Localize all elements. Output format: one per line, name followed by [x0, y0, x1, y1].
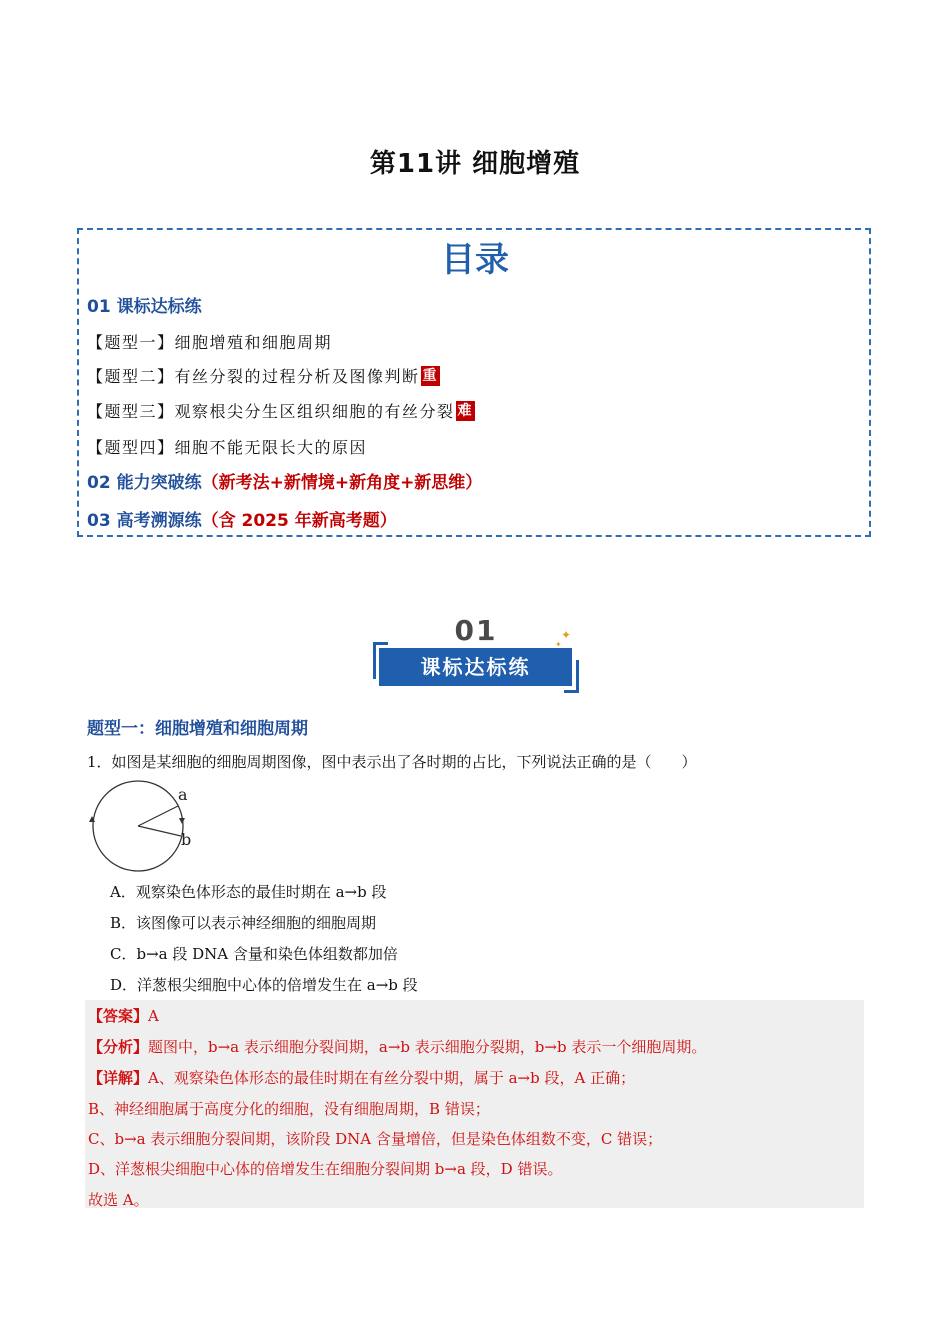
- sparkle-icon: ✦: [561, 628, 572, 642]
- toc-section-2-extra: （新考法+新情境+新角度+新思维）: [201, 473, 483, 493]
- label-a: a: [178, 785, 188, 804]
- detail-line: [88, 1067, 635, 1088]
- option-a[interactable]: A．观察染色体形态的最佳时期在 a→b 段: [110, 883, 387, 901]
- toc-item-label: 【题型二】有丝分裂的过程分析及图像判断: [87, 367, 420, 386]
- toc-item-type-3[interactable]: [87, 399, 475, 422]
- banner-number: 01: [454, 614, 498, 647]
- toc-item-label: 【题型三】观察根尖分生区组织细胞的有丝分裂: [87, 402, 455, 421]
- toc-heading: 目录: [441, 240, 509, 280]
- toc-section-2[interactable]: [87, 468, 482, 493]
- option-c[interactable]: C．b→a 段 DNA 含量和染色体组数都加倍: [110, 945, 398, 963]
- analysis-tag: 【分析】: [88, 1038, 149, 1056]
- toc-item-label: 【题型四】细胞不能无限长大的原因: [87, 438, 368, 457]
- page-title: 第11讲 细胞增殖: [369, 149, 581, 179]
- toc-item-label: 【题型一】细胞增殖和细胞周期: [87, 333, 333, 352]
- radius-b: [138, 826, 181, 836]
- conclusion-line: 故选 A。: [88, 1191, 149, 1209]
- toc-section-1[interactable]: 01 课标达标练: [87, 297, 202, 317]
- detail-line-c: C、b→a 表示细胞分裂间期，该阶段 DNA 含量增倍，但是染色体组数不变，C 错误；: [88, 1130, 663, 1148]
- toc-section-2-label: 02 能力突破练: [87, 473, 202, 493]
- banner-label: 课标达标练: [379, 648, 572, 686]
- analysis-text: 题图中，b→a 表示细胞分裂间期，a→b 表示细胞分裂期，b→b 表示一个细胞周期。: [148, 1038, 707, 1056]
- toc-section-3-label: 03 高考溯源练: [87, 511, 202, 531]
- toc-item-type-2[interactable]: [87, 364, 440, 387]
- toc-section-3-extra: （含 2025 年新高考题）: [201, 511, 397, 531]
- question-text: 1．如图是某细胞的细胞周期图像，图中表示出了各时期的占比，下列说法正确的是（ ）: [87, 753, 697, 771]
- toc-section-3[interactable]: [87, 506, 397, 531]
- label-b: b: [181, 830, 192, 849]
- option-d[interactable]: D．洋葱根尖细胞中心体的倍增发生在 a→b 段: [110, 976, 418, 994]
- sparkle-icon-small: ✦: [555, 640, 562, 649]
- cell-cycle-figure: [86, 778, 206, 874]
- key-point-badge: 重: [422, 368, 439, 384]
- answer-value: A: [148, 1007, 159, 1025]
- question-type-heading: 题型一：细胞增殖和细胞周期: [87, 719, 308, 739]
- toc-item-type-1[interactable]: [87, 330, 332, 353]
- difficult-badge: 难: [457, 403, 474, 419]
- detail-tag: 【详解】: [88, 1069, 149, 1087]
- detail-line-d: D、洋葱根尖细胞中心体的倍增发生在细胞分裂间期 b→a 段，D 错误。: [88, 1160, 563, 1178]
- detail-line-b: B、神经细胞属于高度分化的细胞，没有细胞周期，B 错误；: [88, 1100, 490, 1118]
- analysis-line: [88, 1036, 706, 1057]
- answer-line: [88, 1005, 159, 1026]
- detail-text: A、观察染色体形态的最佳时期在有丝分裂中期，属于 a→b 段，A 正确；: [148, 1069, 636, 1087]
- section-banner: [373, 614, 579, 694]
- option-b[interactable]: B．该图像可以表示神经细胞的细胞周期: [110, 914, 377, 932]
- radius-a: [138, 806, 178, 826]
- answer-tag: 【答案】: [88, 1007, 149, 1025]
- arrow-right-icon: [179, 818, 185, 824]
- toc-item-type-4[interactable]: [87, 435, 367, 458]
